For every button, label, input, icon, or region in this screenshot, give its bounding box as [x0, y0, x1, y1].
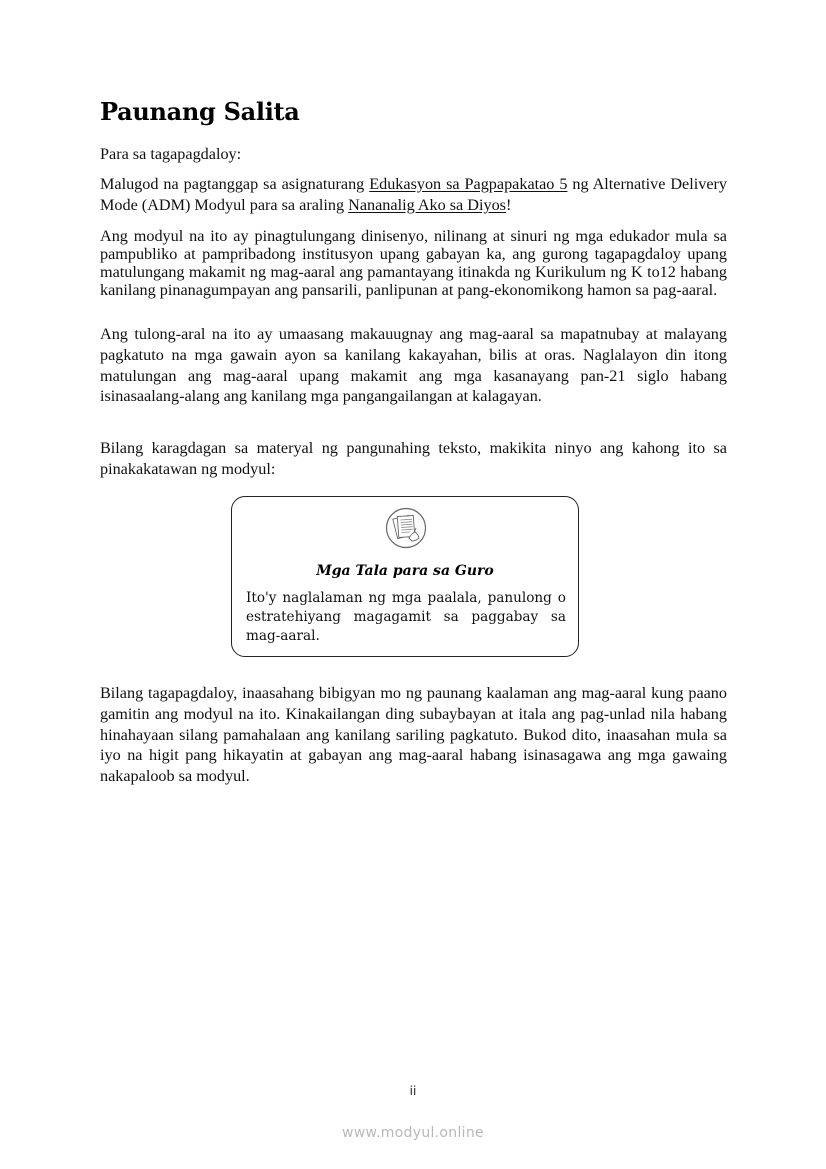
page-number: ii	[409, 1084, 417, 1098]
teacher-notes-box	[231, 496, 579, 657]
module-description-paragraph: Ang modyul na ito ay pinagtulungang dinisenyo, nilinang at sinuri ng mga edukador mula sa pampubliko at pampribadong institusyon upang gabayan ka, ang gurong tagapagdaloy upang matulungang makamit ng mag-aaral ang pamantayang itinakda ng Kurikulum ng K to12 habang kanilang pinanagumpayan ang pansarili, panlipunan at pang-ekonomikong hamon sa pag-aaral.	[100, 227, 727, 299]
teacher-notes-body: Ito'y naglalaman ng mga paalala, panulong o estratehiyang magagamit sa paggabay sa mag-aaral.	[246, 590, 566, 645]
lesson-link[interactable]: Nananalig Ako sa Diyos	[348, 195, 506, 214]
additional-material-paragraph: Bilang karagdagan sa materyal ng pangunahing teksto, makikita ninyo ang kahong ito sa pinakakatawan ng modyul:	[100, 439, 727, 478]
facilitator-paragraph: Bilang tagapagdaloy, inaasahang bibigyan mo ng paunang kaalaman ang mag-aaral kung paano gamitin ang modyul na ito. Kinakailangan ding subaybayan at itala ang pag-unlad nila habang hinahayaan silang pamahalaan ang kanilang sariling pagkatuto. Bukod dito, inaasahan mula sa iyo na higit pang hikayatin at gabayan ang mag-aaral habang isinasagawa ang mga gawaing nakapaloob sa modyul.	[100, 684, 727, 786]
welcome-text-end: !	[505, 195, 512, 214]
welcome-text-start: Malugod na pagtanggap sa asignaturang	[100, 175, 370, 193]
subject-link[interactable]: Edukasyon sa Pagpapakatao 5	[369, 175, 568, 193]
notes-hand-icon	[385, 507, 427, 549]
learning-aid-paragraph: Ang tulong-aral na ito ay umaasang makauugnay ang mag-aaral sa mapatnubay at malayang pagkatuto na mga gawain ayon sa kanilang kakayahan, bilis at oras. Naglalayon din itong matulungan ang mag-aaral upang makamit ang mga kasanayang pan-21 siglo habang isinasaalang-alang ang kanilang mga pangangailangan at kalagayan.	[100, 325, 727, 406]
page-title: Paunang Salita	[100, 97, 300, 126]
watermark: www.modyul.online	[342, 1125, 484, 1141]
greeting-line: Para sa tagapagdaloy:	[100, 145, 242, 163]
welcome-paragraph	[100, 174, 727, 216]
teacher-notes-title: Mga Tala para sa Guro	[316, 563, 494, 579]
welcome-text-middle: ng Alternative Delivery Mode (ADM) Modyul para sa araling	[100, 175, 727, 214]
